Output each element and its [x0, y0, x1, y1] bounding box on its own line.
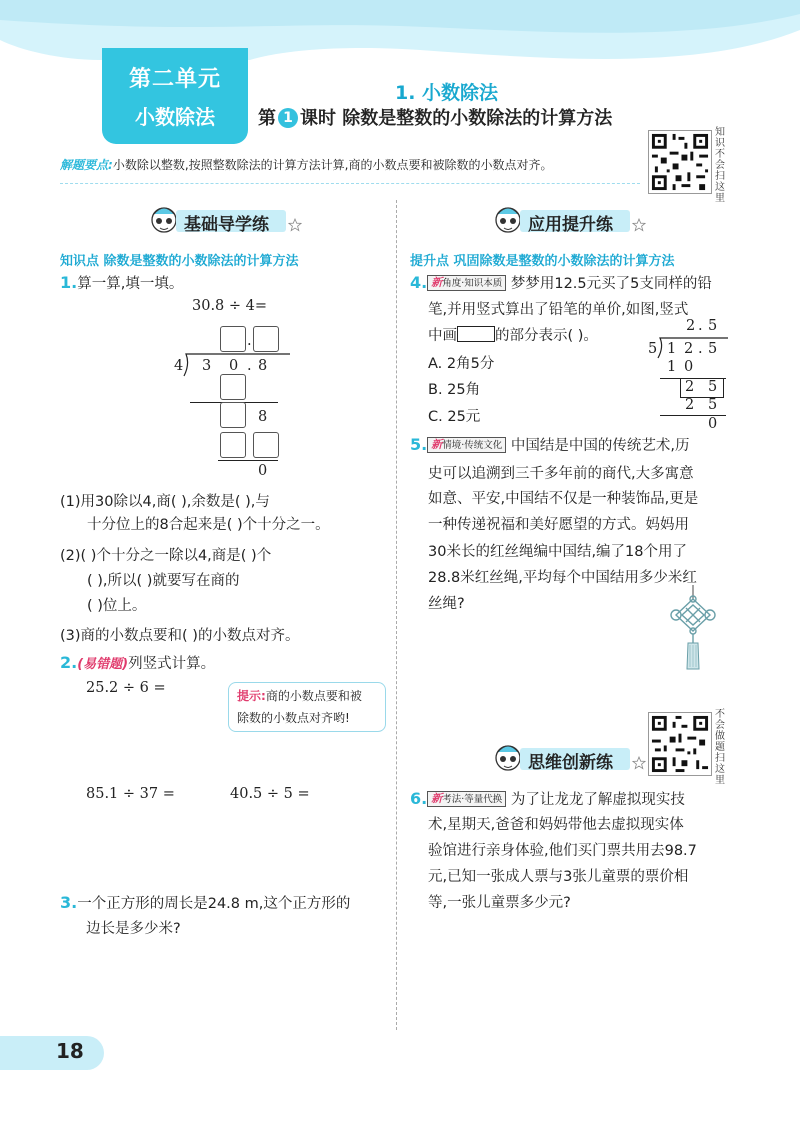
answer-box[interactable] [220, 374, 246, 400]
q6-line4: 元,已知一张成人票与3张儿童票的票价相 [428, 869, 689, 885]
column-divider [396, 200, 397, 1030]
qr-caption-bottom: 不 会 做 题 扫 这 里 [715, 709, 725, 786]
q4-step: 0 [684, 359, 694, 375]
lesson-prefix: 第 [258, 108, 276, 129]
key-point-text: 小数除以整数,按照整数除法的计算方法计算,商的小数点要和被除数的小数点对齐。 [112, 158, 553, 172]
q2-stem-text: 列竖式计算。 [128, 656, 216, 672]
q1-expression: 30.8 ÷ 4= [192, 298, 268, 314]
banner-application [490, 204, 650, 236]
star-icon [632, 756, 646, 770]
page-number: 18 [56, 1039, 84, 1063]
dividend-digit: 8 [258, 358, 268, 374]
q1-sub2c: ( )位上。 [87, 598, 147, 614]
q2-expression-2: 85.1 ÷ 37 = [86, 786, 175, 802]
q2-expression-1: 25.2 ÷ 6 = [86, 680, 166, 696]
q4-quotient: 5 [708, 318, 718, 334]
q4-line3: 中画 的部分表示( )。 [428, 328, 598, 344]
q4-step: 2 [685, 379, 695, 395]
q1-number: 1. [60, 273, 78, 292]
hint-text-1: 商的小数点要和被 [265, 689, 362, 703]
q1-sub2b: ( ),所以( )就要写在商的 [87, 573, 240, 589]
q5-line6: 28.8米红丝绳,平均每个中国结用多少米红 [428, 570, 697, 586]
key-point [60, 156, 552, 173]
q4-step: 5 [708, 397, 718, 413]
q6-number: 6. [410, 789, 428, 808]
q1-stem-text: 算一算,填一填。 [77, 276, 184, 292]
q3-number: 3. [60, 893, 78, 912]
hint-box [228, 682, 386, 732]
page-number-tab [0, 1036, 104, 1070]
dividend-digit: . [247, 358, 252, 374]
q4-option-b[interactable]: B. 25角 [428, 382, 481, 398]
knowledge-point: 知识点 除数是整数的小数除法的计算方法 [60, 254, 299, 269]
q6-line3: 验馆进行亲身体验,他们买门票共用去98.7 [428, 843, 697, 859]
q5-line5: 30米长的红丝绳编中国结,编了18个用了 [428, 544, 688, 560]
answer-box[interactable] [220, 326, 246, 352]
q5-line1 [410, 434, 689, 455]
answer-box[interactable] [220, 432, 246, 458]
q5-line7: 丝绳? [428, 596, 465, 612]
answer-box[interactable] [253, 432, 279, 458]
remainder-zero: 0 [258, 463, 268, 479]
q4-line1 [410, 272, 712, 293]
q4-option-a[interactable]: A. 2角5分 [428, 356, 495, 372]
banner-application-title: 应用提升练 [528, 215, 613, 235]
improvement-point: 提升点 巩固除数是整数的小数除法的计算方法 [410, 254, 675, 269]
q2-expression-3: 40.5 ÷ 5 = [230, 786, 310, 802]
star-icon [632, 218, 646, 232]
q4-quotient: . [698, 318, 703, 334]
banner-innovation [490, 742, 650, 774]
division-line [218, 460, 278, 461]
q6-text-1: 为了让龙龙了解虚拟现实技 [510, 792, 685, 808]
q1-sub2: (2)( )个十分之一除以4,商是( )个 [60, 548, 272, 564]
lesson-number: 1 [278, 108, 298, 128]
q4-step: 1 [667, 359, 677, 375]
q1-sub1: (1)用30除以4,商( ),余数是( ),与 [60, 494, 270, 510]
q6-line1 [410, 788, 685, 809]
lesson-title [258, 104, 612, 130]
q4-text-1: 梦梦用12.5元买了5支同样的铅 [510, 276, 712, 292]
answer-box[interactable] [253, 326, 279, 352]
qr-code-knowledge[interactable] [648, 130, 712, 194]
qr-caption-top: 知 识 不 会 扫 这 里 [715, 127, 725, 204]
q3-text-1: 一个正方形的周长是24.8 m,这个正方形的 [77, 896, 351, 912]
key-point-label: 解题要点: [60, 158, 113, 172]
q5-line2: 史可以追溯到三千多年前的商代,大多寓意 [428, 466, 694, 482]
q1-stem [60, 272, 183, 293]
dividend-digit: 3 [202, 358, 212, 374]
q6-tag: 新考法·等量代换 [427, 791, 506, 807]
q5-line4: 一种传递祝福和美好愿望的方式。妈妈用 [428, 517, 689, 533]
q4-dividend: 5 [708, 341, 718, 357]
drawn-box-sample [457, 326, 495, 342]
banner-innovation-title: 思维创新练 [528, 753, 613, 773]
q3-line1 [60, 892, 350, 913]
q5-text-1: 中国结是中国的传统艺术,历 [510, 438, 690, 454]
q4-option-c[interactable]: C. 25元 [428, 409, 481, 425]
q2-number: 2. [60, 653, 78, 672]
q1-sub1b: 十分位上的8合起来是( )个十分之一。 [87, 517, 330, 533]
dividend-digit: 0 [229, 358, 239, 374]
q2-stem [60, 652, 215, 673]
q4-dividend: 1 [667, 341, 677, 357]
q1-sub3: (3)商的小数点要和( )的小数点对齐。 [60, 628, 300, 644]
q4-number: 4. [410, 273, 428, 292]
star-icon [288, 218, 302, 232]
section-title: 1. 小数除法 [395, 82, 499, 104]
banner-basic-title: 基础导学练 [184, 215, 269, 235]
unit-subtitle: 小数除法 [135, 105, 215, 129]
q4-line2: 笔,并用竖式算出了铅笔的单价,如图,竖式 [428, 302, 689, 318]
divisor: 4 [174, 358, 184, 374]
unit-tab [102, 48, 248, 144]
q4-quotient: 2 [686, 318, 696, 334]
q4-dividend: . [698, 341, 703, 357]
q5-tag: 新情境·传统文化 [427, 437, 506, 453]
q6-line5: 等,一张儿童票多少元? [428, 895, 571, 911]
q4-step: 2 [685, 397, 695, 413]
q5-line3: 如意、平安,中国结不仅是一种装饰品,更是 [428, 491, 699, 507]
q4-divisor: 5 [648, 341, 658, 357]
lesson-title-text: 课时 除数是整数的小数除法的计算方法 [300, 108, 613, 129]
quotient-dot: . [247, 333, 252, 349]
q4-remainder: 0 [708, 416, 718, 432]
q4-step: 5 [708, 379, 718, 395]
hint-label: 提示: [237, 689, 266, 703]
chinese-knot-icon [666, 585, 720, 671]
remainder-digit: 8 [258, 409, 268, 425]
unit-title: 第二单元 [128, 67, 221, 92]
q4-dividend: 2 [684, 341, 694, 357]
banner-basic-practice [146, 204, 306, 236]
q4-tag: 新角度·知识本质 [427, 275, 506, 291]
q6-line2: 术,星期天,爸爸和妈妈带他去虚拟现实体 [428, 817, 684, 833]
q5-number: 5. [410, 435, 428, 454]
header-divider [60, 183, 640, 184]
qr-code-icon [649, 131, 711, 193]
qr-code-problem-help[interactable] [648, 712, 712, 776]
q3-line2: 边长是多少米? [86, 921, 181, 937]
answer-box[interactable] [220, 402, 246, 428]
qr-code-icon [649, 713, 711, 775]
q2-tag: (易错题) [77, 657, 129, 672]
hint-text-2: 除数的小数点对齐哟! [237, 711, 350, 725]
